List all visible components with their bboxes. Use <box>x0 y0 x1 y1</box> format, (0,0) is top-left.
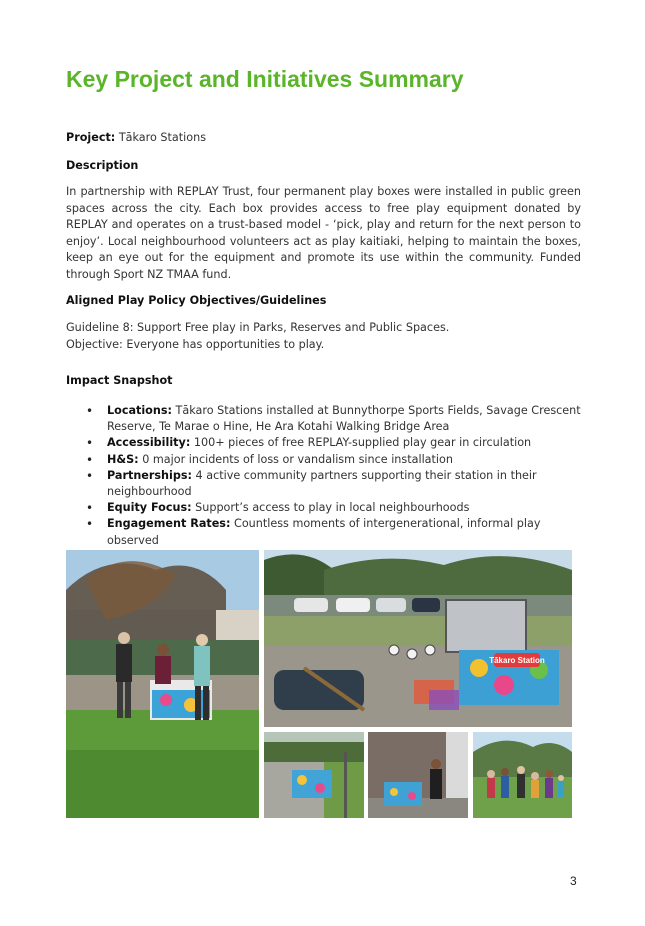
bullet-label: H&S: <box>107 452 139 466</box>
bullet-label: Partnerships: <box>107 468 192 482</box>
impact-item-engagement <box>86 516 586 548</box>
objective-text: Objective: Everyone has opportunities to play. <box>66 338 325 351</box>
bullet-label: Locations: <box>107 404 172 417</box>
bullet-text: 4 active community partners supporting their station in their neighbourhood <box>107 468 537 499</box>
box-sign-text: Tākaro Station <box>489 656 545 665</box>
impact-item-partnerships <box>86 468 586 500</box>
photo-box-on-path <box>264 732 364 818</box>
page-title: Key Project and Initiatives Summary <box>66 66 464 92</box>
photo-woman-with-box <box>368 732 468 818</box>
impact-item-accessibility <box>86 435 586 451</box>
bullet-text: 0 major incidents of loss or vandalism since installation <box>138 452 453 466</box>
bullet-label: Engagement Rates: <box>107 517 231 531</box>
bullet-text: Tākaro Stations installed at Bunnythorpe Sports Fields, Savage Crescent Reserve, Te Marae o Hine, He Ara Kotahi Walking Bridge Area <box>107 404 581 434</box>
impact-item-hs <box>86 452 586 468</box>
photo-women-with-play-box <box>66 550 259 818</box>
project-line <box>66 130 206 147</box>
photo-open-play-box <box>264 550 572 727</box>
aligned-heading: Aligned Play Policy Objectives/Guidelines <box>66 294 327 307</box>
photo-group-children <box>473 732 572 818</box>
description-text: In partnership with REPLAY Trust, four permanent play boxes were installed in public green spaces across the city. Each box provides access to free play equipment donated by REPLAY and operates on a trust-based model - ‘pick, play and return for the next person to enjoy’. Local neighbourhood volunteers act as play kaitiaki, helping to maintain the boxes, keep an eye out for the equipment and promote its use within the community. Funded through Sport NZ TMAA fund. <box>66 185 581 281</box>
bullet-text: Support’s access to play in local neighbourhoods <box>191 501 470 515</box>
guideline-text: Guideline 8: Support Free play in Parks, Reserves and Public Spaces. <box>66 321 450 334</box>
bullet-label: Equity Focus: <box>107 501 192 515</box>
project-label: Project: <box>66 131 116 144</box>
description-heading: Description <box>66 159 139 172</box>
impact-list <box>86 403 586 549</box>
impact-item-equity <box>86 500 586 516</box>
impact-item-locations <box>86 403 586 435</box>
bullet-label: Accessibility: <box>107 436 191 450</box>
bullet-text: 100+ pieces of free REPLAY-supplied play gear in circulation <box>190 436 532 450</box>
bullet-text: Countless moments of intergenerational, informal play observed <box>107 517 541 547</box>
impact-heading: Impact Snapshot <box>66 374 173 387</box>
page-number: 3 <box>570 874 577 888</box>
project-value: Tākaro Stations <box>115 131 207 144</box>
